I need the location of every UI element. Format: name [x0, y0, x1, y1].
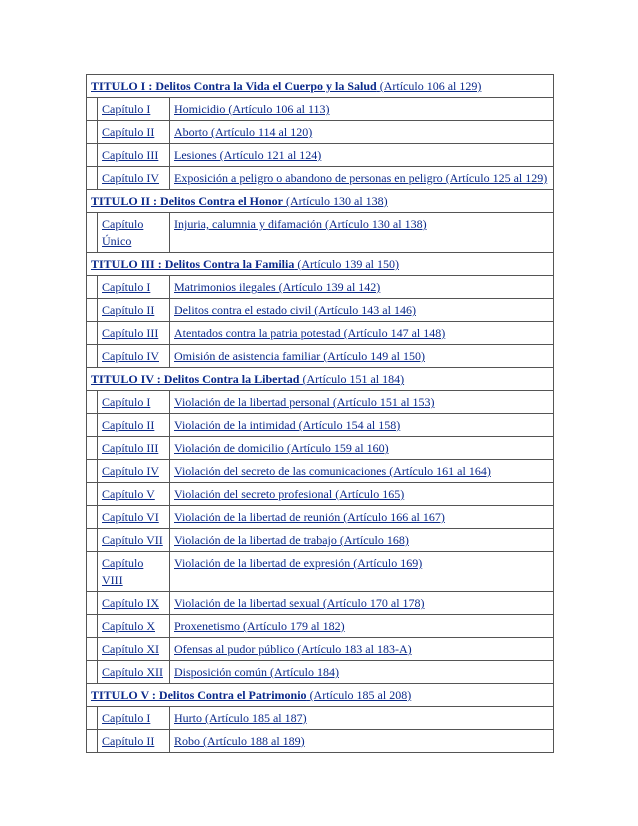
- chapter-row: [87, 506, 553, 529]
- chapter-description-link[interactable]: Delitos contra el estado civil (Artículo 143 al 146): [174, 303, 416, 317]
- chapter-label-link[interactable]: Capítulo IX: [102, 596, 159, 610]
- chapter-description-link[interactable]: Violación de la libertad personal (Artículo 151 al 153): [174, 395, 435, 409]
- chapter-label-link[interactable]: Capítulo III: [102, 326, 159, 340]
- section-article-range: (Artículo 130 al 138): [286, 194, 388, 208]
- chapter-label-cell: [98, 167, 170, 189]
- chapter-label-cell: [98, 638, 170, 660]
- chapter-label-link[interactable]: Capítulo I: [102, 711, 151, 725]
- section-title-text: TITULO II : Delitos Contra el Honor: [91, 194, 283, 208]
- section-title-text: TITULO IV : Delitos Contra la Libertad: [91, 372, 300, 386]
- chapter-label-cell: [98, 506, 170, 528]
- chapter-label-cell: [98, 98, 170, 120]
- chapter-label-link[interactable]: Capítulo I: [102, 395, 151, 409]
- chapter-description-link[interactable]: Atentados contra la patria potestad (Artículo 147 al 148): [174, 326, 446, 340]
- chapter-label-cell: [98, 144, 170, 166]
- chapter-description-link[interactable]: Omisión de asistencia familiar (Artículo 149 al 150): [174, 349, 425, 363]
- section-title-cell: [87, 368, 553, 390]
- chapter-label-link[interactable]: Capítulo IV: [102, 171, 159, 185]
- chapter-description-cell: [170, 213, 553, 252]
- chapter-label-link[interactable]: Capítulo XII: [102, 665, 163, 679]
- chapter-description-cell: [170, 592, 553, 614]
- chapter-label-cell: [98, 730, 170, 752]
- chapter-description-link[interactable]: Proxenetismo (Artículo 179 al 182): [174, 619, 345, 633]
- chapter-description-link[interactable]: Homicidio (Artículo 106 al 113): [174, 102, 330, 116]
- chapter-description-link[interactable]: Robo (Artículo 188 al 189): [174, 734, 305, 748]
- chapter-description-cell: [170, 506, 553, 528]
- chapter-description-cell: [170, 414, 553, 436]
- section-title-row: [87, 684, 553, 707]
- section-article-range: (Artículo 139 al 150): [297, 257, 399, 271]
- section-title-row: [87, 368, 553, 391]
- chapter-row: [87, 529, 553, 552]
- section-title-row: [87, 190, 553, 213]
- chapter-description-link[interactable]: Violación del secreto profesional (Artículo 165): [174, 487, 405, 501]
- chapter-description-link[interactable]: Ofensas al pudor público (Artículo 183 al 183-A): [174, 642, 412, 656]
- section-article-range: (Artículo 106 al 129): [379, 79, 482, 93]
- chapter-label-link[interactable]: Capítulo II: [102, 418, 155, 432]
- chapter-description-cell: [170, 730, 553, 752]
- chapter-label-link[interactable]: Capítulo XI: [102, 642, 159, 656]
- chapter-description-link[interactable]: Disposición común (Artículo 184): [174, 665, 339, 679]
- table-of-contents: [86, 74, 554, 753]
- chapter-row: [87, 276, 553, 299]
- chapter-label-cell: [98, 483, 170, 505]
- chapter-label-cell: [98, 437, 170, 459]
- chapter-row: [87, 437, 553, 460]
- chapter-description-cell: [170, 529, 553, 551]
- chapter-label-link[interactable]: Capítulo I: [102, 102, 151, 116]
- section-title-row: [87, 75, 553, 98]
- chapter-row: [87, 299, 553, 322]
- chapter-label-cell: [98, 322, 170, 344]
- chapter-row: [87, 730, 553, 752]
- indent-spacer: [87, 707, 98, 729]
- chapter-description-link[interactable]: Exposición a peligro o abandono de personas en peligro (Artículo 125 al 129): [174, 171, 548, 185]
- chapter-row: [87, 638, 553, 661]
- chapter-description-link[interactable]: Hurto (Artículo 185 al 187): [174, 711, 307, 725]
- chapter-label-link[interactable]: Capítulo III: [102, 441, 159, 455]
- chapter-label-cell: [98, 299, 170, 321]
- chapter-label-link[interactable]: Capítulo II: [102, 734, 155, 748]
- chapter-description-cell: [170, 391, 553, 413]
- chapter-description-cell: [170, 345, 553, 367]
- chapter-description-link[interactable]: Violación de la libertad de reunión (Artículo 166 al 167): [174, 510, 445, 524]
- section-article-range: (Artículo 151 al 184): [302, 372, 405, 386]
- indent-spacer: [87, 276, 98, 298]
- indent-spacer: [87, 592, 98, 614]
- chapter-label-cell: [98, 276, 170, 298]
- chapter-label-cell: [98, 213, 170, 252]
- chapter-description-cell: [170, 121, 553, 143]
- indent-spacer: [87, 121, 98, 143]
- chapter-description-link[interactable]: Violación de la intimidad (Artículo 154 al 158): [174, 418, 401, 432]
- chapter-description-cell: [170, 437, 553, 459]
- indent-spacer: [87, 391, 98, 413]
- chapter-description-cell: [170, 661, 553, 683]
- section-title-cell: [87, 253, 553, 275]
- indent-spacer: [87, 345, 98, 367]
- chapter-row: [87, 144, 553, 167]
- chapter-description-cell: [170, 98, 553, 120]
- chapter-label-cell: [98, 615, 170, 637]
- chapter-description-link[interactable]: Matrimonios ilegales (Artículo 139 al 142): [174, 280, 381, 294]
- chapter-row: [87, 661, 553, 684]
- section-title-link[interactable]: [91, 372, 404, 386]
- chapter-description-cell: [170, 167, 553, 189]
- chapter-row: [87, 483, 553, 506]
- chapter-row: [87, 345, 553, 368]
- chapter-label-link[interactable]: Capítulo II: [102, 125, 155, 139]
- section-title-text: TITULO V : Delitos Contra el Patrimonio: [91, 688, 307, 702]
- chapter-label-link[interactable]: Capítulo II: [102, 303, 155, 317]
- indent-spacer: [87, 213, 98, 252]
- chapter-description-cell: [170, 299, 553, 321]
- indent-spacer: [87, 483, 98, 505]
- chapter-description-link[interactable]: Violación de la libertad sexual (Artículo 170 al 178): [174, 596, 425, 610]
- indent-spacer: [87, 322, 98, 344]
- section-title-cell: [87, 684, 553, 706]
- indent-spacer: [87, 529, 98, 551]
- chapter-label-cell: [98, 391, 170, 413]
- indent-spacer: [87, 506, 98, 528]
- chapter-label-cell: [98, 552, 170, 591]
- indent-spacer: [87, 615, 98, 637]
- chapter-label-link[interactable]: Capítulo IV: [102, 464, 159, 478]
- indent-spacer: [87, 167, 98, 189]
- chapter-description-cell: [170, 144, 553, 166]
- section-title-row: [87, 253, 553, 276]
- section-title-link[interactable]: [91, 257, 399, 271]
- section-article-range: (Artículo 185 al 208): [309, 688, 412, 702]
- section-title-link[interactable]: [91, 79, 481, 93]
- chapter-row: [87, 615, 553, 638]
- chapter-label-cell: [98, 707, 170, 729]
- chapter-row: [87, 213, 553, 253]
- chapter-row: [87, 391, 553, 414]
- chapter-description-cell: [170, 460, 553, 482]
- chapter-row: [87, 460, 553, 483]
- chapter-row: [87, 322, 553, 345]
- chapter-description-link[interactable]: Aborto (Artículo 114 al 120): [174, 125, 313, 139]
- section-title-link[interactable]: [91, 688, 411, 702]
- chapter-label-cell: [98, 121, 170, 143]
- chapter-row: [87, 167, 553, 190]
- chapter-label-cell: [98, 414, 170, 436]
- chapter-description-link[interactable]: Lesiones (Artículo 121 al 124): [174, 148, 322, 162]
- indent-spacer: [87, 414, 98, 436]
- chapter-row: [87, 414, 553, 437]
- chapter-label-cell: [98, 345, 170, 367]
- indent-spacer: [87, 98, 98, 120]
- chapter-label-link[interactable]: Capítulo VII: [102, 533, 163, 547]
- chapter-description-link[interactable]: Violación de la libertad de expresión (Artículo 169): [174, 556, 423, 570]
- chapter-description-link[interactable]: Violación del secreto de las comunicaciones (Artículo 161 al 164): [174, 464, 491, 478]
- chapter-row: [87, 707, 553, 730]
- indent-spacer: [87, 661, 98, 683]
- chapter-row: [87, 121, 553, 144]
- chapter-label-cell: [98, 661, 170, 683]
- chapter-label-link[interactable]: Capítulo X: [102, 619, 155, 633]
- chapter-label-link[interactable]: Capítulo Único: [102, 217, 144, 248]
- chapter-description-link[interactable]: Violación de domicilio (Artículo 159 al 160): [174, 441, 389, 455]
- chapter-description-cell: [170, 638, 553, 660]
- chapter-label-link[interactable]: Capítulo VIII: [102, 556, 144, 587]
- chapter-description-cell: [170, 615, 553, 637]
- chapter-description-cell: [170, 552, 553, 591]
- chapter-row: [87, 552, 553, 592]
- chapter-label-cell: [98, 460, 170, 482]
- chapter-label-link[interactable]: Capítulo III: [102, 148, 159, 162]
- indent-spacer: [87, 144, 98, 166]
- chapter-label-cell: [98, 529, 170, 551]
- indent-spacer: [87, 638, 98, 660]
- chapter-row: [87, 592, 553, 615]
- chapter-row: [87, 98, 553, 121]
- chapter-description-cell: [170, 276, 553, 298]
- section-title-link[interactable]: [91, 194, 388, 208]
- section-title-text: TITULO I : Delitos Contra la Vida el Cuerpo y la Salud: [91, 79, 377, 93]
- chapter-description-cell: [170, 483, 553, 505]
- indent-spacer: [87, 552, 98, 591]
- indent-spacer: [87, 460, 98, 482]
- chapter-description-cell: [170, 707, 553, 729]
- chapter-label-link[interactable]: Capítulo VI: [102, 510, 159, 524]
- chapter-label-link[interactable]: Capítulo IV: [102, 349, 159, 363]
- indent-spacer: [87, 299, 98, 321]
- section-title-text: TITULO III : Delitos Contra la Familia: [91, 257, 295, 271]
- indent-spacer: [87, 437, 98, 459]
- chapter-label-cell: [98, 592, 170, 614]
- chapter-label-link[interactable]: Capítulo I: [102, 280, 151, 294]
- chapter-description-link[interactable]: Injuria, calumnia y difamación (Artículo 130 al 138): [174, 217, 427, 231]
- section-title-cell: [87, 75, 553, 97]
- indent-spacer: [87, 730, 98, 752]
- chapter-label-link[interactable]: Capítulo V: [102, 487, 155, 501]
- section-title-cell: [87, 190, 553, 212]
- chapter-description-link[interactable]: Violación de la libertad de trabajo (Artículo 168): [174, 533, 409, 547]
- chapter-description-cell: [170, 322, 553, 344]
